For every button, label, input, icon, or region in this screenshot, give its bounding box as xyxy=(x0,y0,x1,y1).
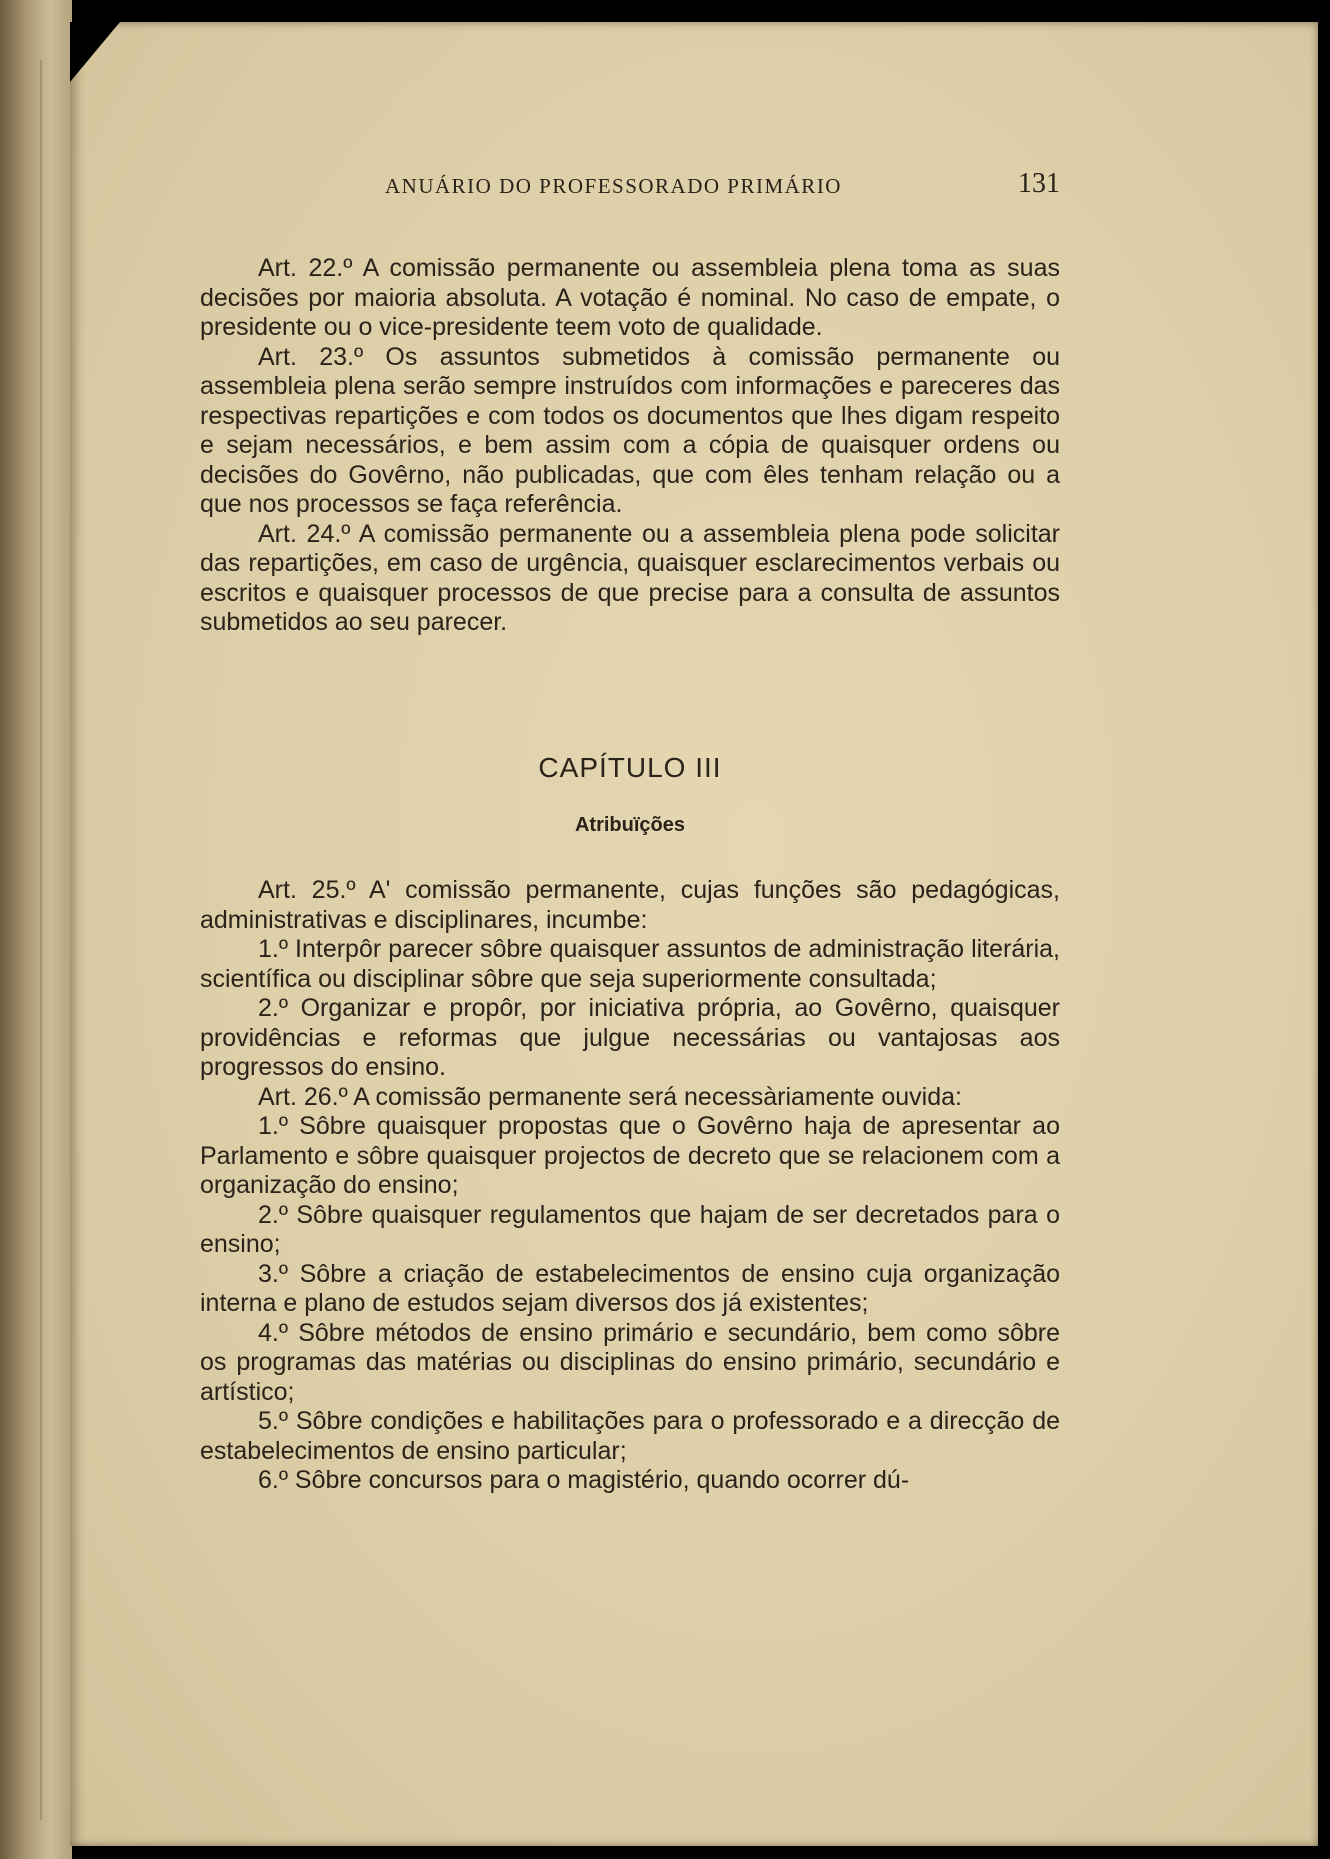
running-title: ANUÁRIO DO PROFESSORADO PRIMÁRIO xyxy=(385,174,842,198)
article-26-item-4: 4.º Sôbre métodos de ensino primário e secundário, bem como sôbre os programas das matérias ou disciplinas do ensino primário, secundário e artístico; xyxy=(200,1318,1060,1406)
spine-fold-line xyxy=(40,60,42,1820)
article-25-item-1: 1.º Interpôr parecer sôbre quaisquer assuntos de administração literária, scientífica ou disciplinar sôbre que seja superiormente consultada; xyxy=(200,935,1060,993)
chapter-subheading: Atribuïções xyxy=(574,814,686,836)
article-26-item-6: 6.º Sôbre concursos para o magistério, quando ocorrer dú- xyxy=(258,1466,910,1494)
article-26: Art. 26.º A comissão permanente será necessàriamente ouvida: xyxy=(258,1082,962,1111)
page-number: 131 xyxy=(1018,168,1060,199)
article-25: Art. 25.º A' comissão permanente, cujas funções são pedagógicas, administrativas e disciplinares, incumbe: xyxy=(200,876,1060,934)
article-26-item-1: 1.º Sôbre quaisquer propostas que o Govêrno haja de apresentar ao Parlamento e sôbre quaisquer projectos de decreto que se relacionem com a organização do ensino; xyxy=(200,1112,1060,1199)
book-spine-edge xyxy=(0,0,72,1859)
article-26-item-5: 5.º Sôbre condições e habilitações para o professorado e a direcção de estabelecimentos de ensino particular; xyxy=(200,1407,1060,1465)
article-24: Art. 24.º A comissão permanente ou a assembleia plena pode solicitar das repartições, em caso de urgência, quaisquer esclarecimentos verbais ou escritos e quaisquer processos de que precise para a consulta de assuntos submetidos ao seu parecer. xyxy=(200,519,1060,636)
torn-corner xyxy=(70,22,120,82)
article-26-item-2: 2.º Sôbre quaisquer regulamentos que hajam de ser decretados para o ensino; xyxy=(200,1200,1060,1258)
article-25-item-2: 2.º Organizar e propôr, por iniciativa própria, ao Govêrno, quaisquer providências e reformas que julgue necessárias ou vantajosas aos progressos do ensino. xyxy=(200,994,1060,1081)
article-23: Art. 23.º Os assuntos submetidos à comissão permanente ou assembleia plena serão sempre instruídos com informações e pareceres das respectivas repartições e com todos os documentos que lhes digam respeito e sejam necessários, e bem assim com a cópia de quaisquer ordens ou decisões do Govêrno, não publicadas, que com êles tenham relação ou a que nos processos se faça referência. xyxy=(200,342,1060,518)
running-header xyxy=(200,168,1060,202)
chapter-heading: CAPÍTULO III xyxy=(538,752,722,783)
article-22: Art. 22.º A comissão permanente ou assembleia plena toma as suas decisões por maioria absoluta. A votação é nominal. No caso de empate, o presidente ou o vice-presidente teem voto de qualidade. xyxy=(200,254,1060,341)
article-26-item-3: 3.º Sôbre a criação de estabelecimentos de ensino cuja organização interna e plano de estudos sejam diversos dos já existentes; xyxy=(200,1259,1060,1317)
articles-25-26 xyxy=(200,876,1060,1496)
articles-22-24 xyxy=(200,254,1060,638)
